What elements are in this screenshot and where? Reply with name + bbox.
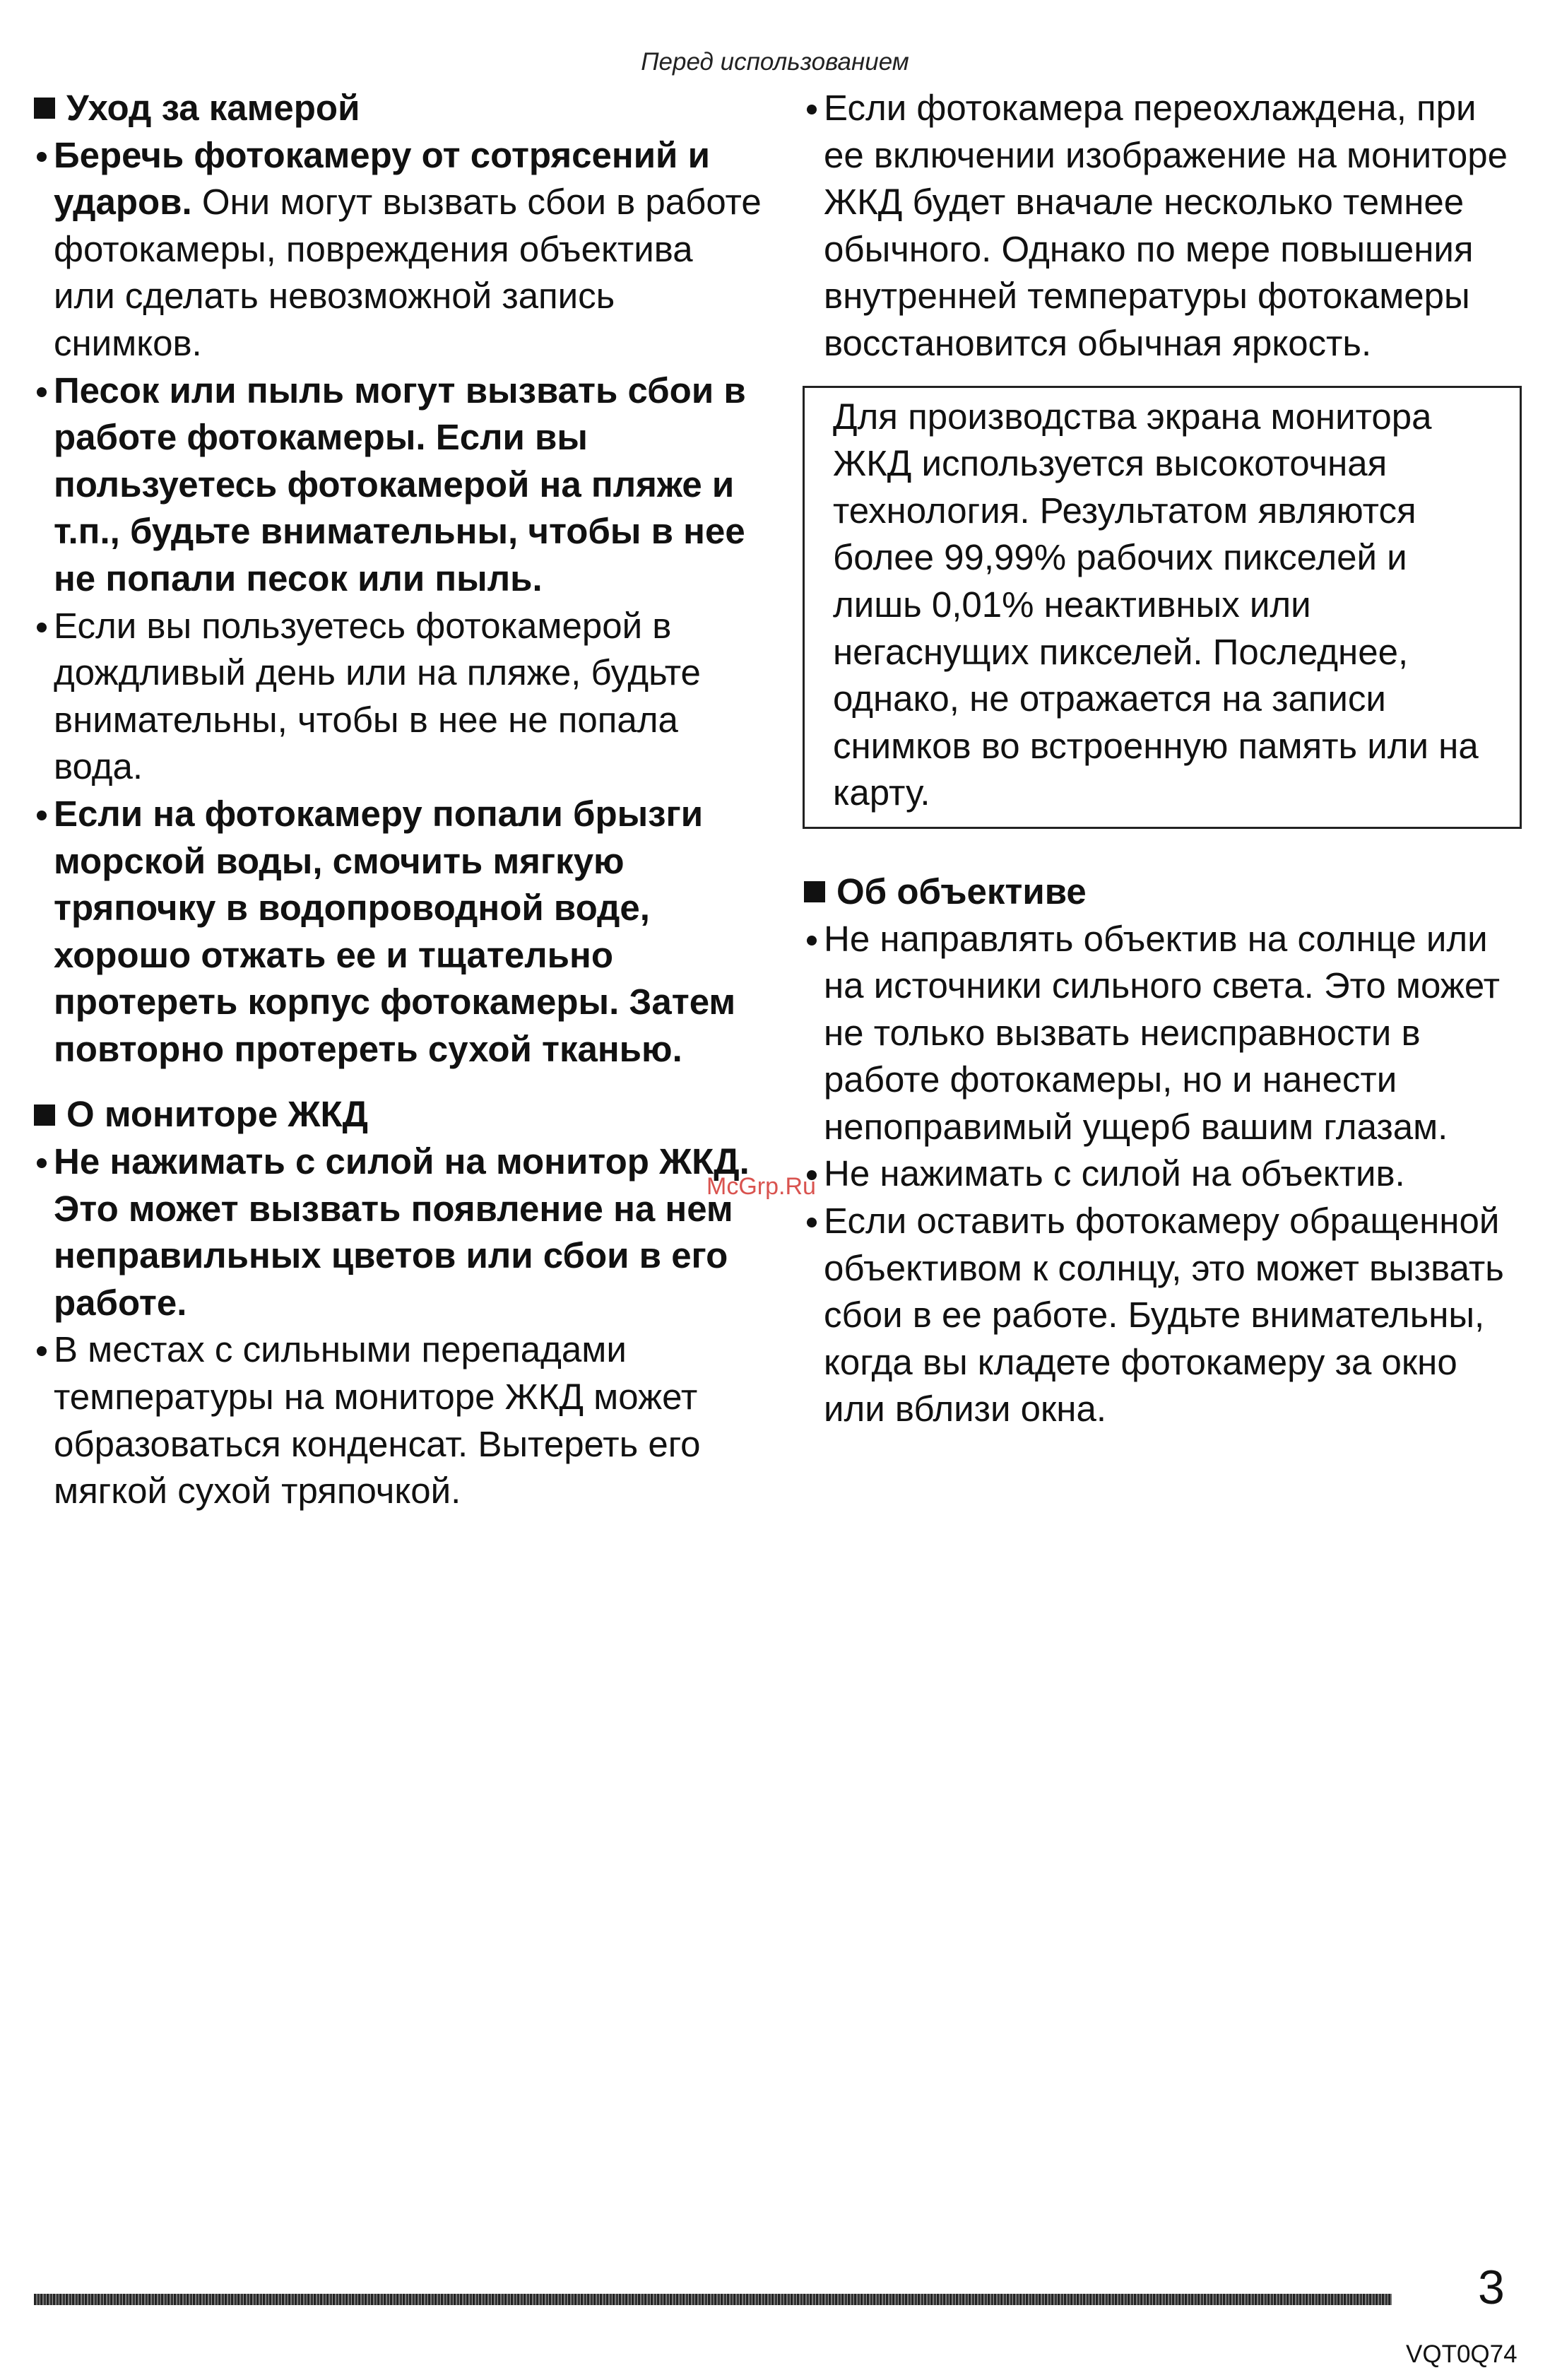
section-title: Уход за камерой bbox=[66, 88, 360, 128]
section-heading-lcd bbox=[34, 1091, 762, 1138]
section-heading-lens bbox=[804, 868, 1525, 916]
section-title: О мониторе ЖКД bbox=[66, 1094, 368, 1135]
list-item bbox=[804, 1150, 1525, 1198]
note-text: Для производства экрана монитора ЖКД используется высокоточная технология. Результатом являются более 99,99% рабочих пикселей и лишь 0,01% неактивных или негаснущих пикселей. Последнее, однако, не отражается на записи снимков во встроенную память или на карту. bbox=[833, 396, 1479, 813]
page-number: 3 bbox=[1478, 2261, 1505, 2314]
list-item bbox=[804, 1198, 1525, 1433]
left-column bbox=[34, 85, 762, 1515]
item-text: Они могут вызвать сбои в работе фотокамеры, повреждения объектива или сделать невозможной запись снимков. bbox=[54, 182, 762, 363]
bullet-dot-icon bbox=[807, 1218, 817, 1227]
item-bold-text: Беречь фотокамеру от сотрясений и ударов. bbox=[54, 134, 710, 223]
lcd-list bbox=[34, 1138, 762, 1515]
right-column bbox=[804, 85, 1525, 1433]
list-item bbox=[34, 1138, 762, 1326]
section-title: Об объективе bbox=[836, 871, 1087, 912]
item-bold-text: Если на фотокамеру попали брызги морской воды, смочить мягкую тряпочку в водопроводной воде, хорошо отжать ее и тщательно протереть корпус фотокамеры. Затем повторно протереть сухой тканью. bbox=[54, 793, 736, 1069]
item-text: В местах с сильными перепадами температуры на мониторе ЖКД может образоваться конденсат. Вытереть его мягкой сухой тряпочкой. bbox=[54, 1329, 701, 1512]
item-text: Если оставить фотокамеру обращенной объективом к солнцу, это может вызвать сбои в ее работе. Будьте внимательны, когда вы кладете фотокамеру за окно или вблизи окна. bbox=[824, 1201, 1504, 1430]
footer-rule bbox=[34, 2294, 1392, 2305]
section-heading-care bbox=[34, 85, 762, 132]
bullet-dot-icon bbox=[807, 936, 817, 945]
item-text: Если фотокамера переохлаждена, при ее включении изображение на мониторе ЖКД будет вначале несколько темнее обычного. Однако по мере повышения внутренней температуры фотокамеры восстановится обычная яркость. bbox=[824, 88, 1508, 363]
running-header: Перед использованием bbox=[641, 48, 909, 76]
square-bullet-icon bbox=[34, 98, 55, 119]
lens-list bbox=[804, 916, 1525, 1434]
bullet-dot-icon bbox=[37, 1158, 47, 1168]
square-bullet-icon bbox=[804, 881, 825, 902]
list-item bbox=[34, 1326, 762, 1514]
bullet-dot-icon bbox=[37, 152, 47, 162]
bullet-dot-icon bbox=[807, 105, 817, 114]
list-item bbox=[804, 85, 1525, 367]
bullet-dot-icon bbox=[37, 623, 47, 632]
bullet-dot-icon bbox=[37, 811, 47, 820]
note-box bbox=[803, 386, 1522, 829]
item-text: Не нажимать с силой на объектив. bbox=[824, 1153, 1405, 1194]
care-list bbox=[34, 132, 762, 1073]
bullet-dot-icon bbox=[37, 1346, 47, 1356]
list-item bbox=[34, 791, 762, 1073]
item-text: Не направлять объектив на солнце или на источники сильного света. Это может не только вызвать неисправности в работе фотокамеры, но и нанести непоправимый ущерб вашим глазам. bbox=[824, 918, 1500, 1147]
bullet-dot-icon bbox=[37, 387, 47, 397]
list-item bbox=[34, 132, 762, 367]
square-bullet-icon bbox=[34, 1104, 55, 1126]
list-item bbox=[804, 916, 1525, 1151]
item-bold-text: Песок или пыль могут вызвать сбои в работе фотокамеры. Если вы пользуетесь фотокамерой на пляже и т.п., будьте внимательны, чтобы в нее не попали песок или пыль. bbox=[54, 370, 746, 599]
item-text: Если вы пользуетесь фотокамерой в дождливый день или на пляже, будьте внимательны, чтобы в нее не попала вода. bbox=[54, 605, 701, 787]
item-bold-text: Не нажимать с силой на монитор ЖКД. Это может вызвать появление на нем неправильных цветов или сбои в его работе. bbox=[54, 1141, 750, 1323]
list-item bbox=[34, 367, 762, 603]
lcd-continued-list bbox=[804, 85, 1525, 367]
page-code: VQT0Q74 bbox=[1406, 2340, 1518, 2368]
list-item bbox=[34, 603, 762, 791]
watermark: McGrp.Ru bbox=[706, 1173, 816, 1200]
